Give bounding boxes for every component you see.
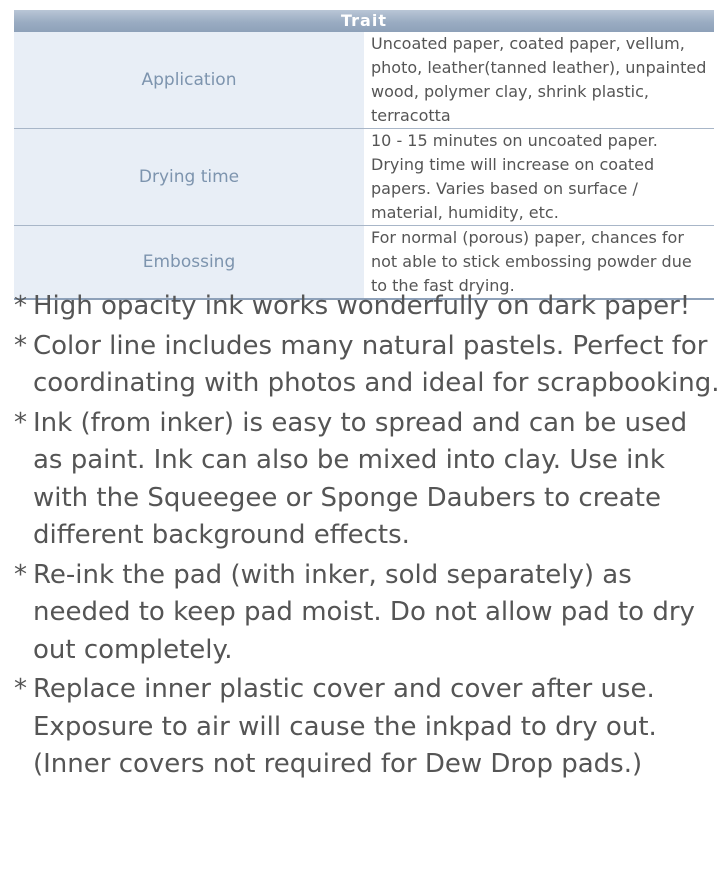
trait-table-header: Trait xyxy=(14,10,714,32)
trait-value-embossing: For normal (porous) paper, chances for not able to stick embossing powder due to the fast drying. xyxy=(364,226,714,300)
usage-note xyxy=(14,671,720,784)
asterisk-marker: * xyxy=(14,407,27,438)
trait-label-application: Application xyxy=(14,32,364,129)
usage-note-text: Replace inner plastic cover and cover after use. Exposure to air will cause the inkpad to dry out. (Inner covers not required for Dew Drop pads.) xyxy=(33,674,657,779)
usage-notes-list xyxy=(14,288,720,786)
usage-note xyxy=(14,288,720,326)
usage-note-text: Re-ink the pad (with inker, sold separately) as needed to keep pad moist. Do not allow pad to dry out completely. xyxy=(33,559,695,665)
trait-row-application xyxy=(14,32,714,129)
asterisk-marker: * xyxy=(14,674,27,704)
trait-label-embossing: Embossing xyxy=(14,226,364,300)
trait-value-application: Uncoated paper, coated paper, vellum, photo, leather(tanned leather), unpainted wood, polymer clay, shrink plastic, terracotta xyxy=(364,32,714,129)
usage-note-text: High opacity ink works wonderfully on dark paper! xyxy=(33,291,691,321)
trait-row-drying-time xyxy=(14,129,714,226)
asterisk-marker: * xyxy=(14,559,27,590)
usage-note-text: Color line includes many natural pastels. Perfect for coordinating with photos and ideal for scrapbooking. xyxy=(33,330,720,398)
asterisk-marker: * xyxy=(14,291,27,321)
trait-label-drying-time: Drying time xyxy=(14,129,364,226)
trait-table-header-row xyxy=(14,10,714,32)
usage-note-text: Ink (from inker) is easy to spread and can be used as paint. Ink can also be mixed into clay. Use ink with the Squeegee or Sponge Daubers to create different background effects. xyxy=(33,407,688,550)
usage-note xyxy=(14,405,720,555)
usage-note xyxy=(14,557,720,670)
trait-table xyxy=(14,10,714,300)
asterisk-marker: * xyxy=(14,330,27,361)
usage-note xyxy=(14,328,720,403)
trait-value-drying-time: 10 - 15 minutes on uncoated paper. Drying time will increase on coated papers. Varies based on surface / material, humidity, etc. xyxy=(364,129,714,226)
